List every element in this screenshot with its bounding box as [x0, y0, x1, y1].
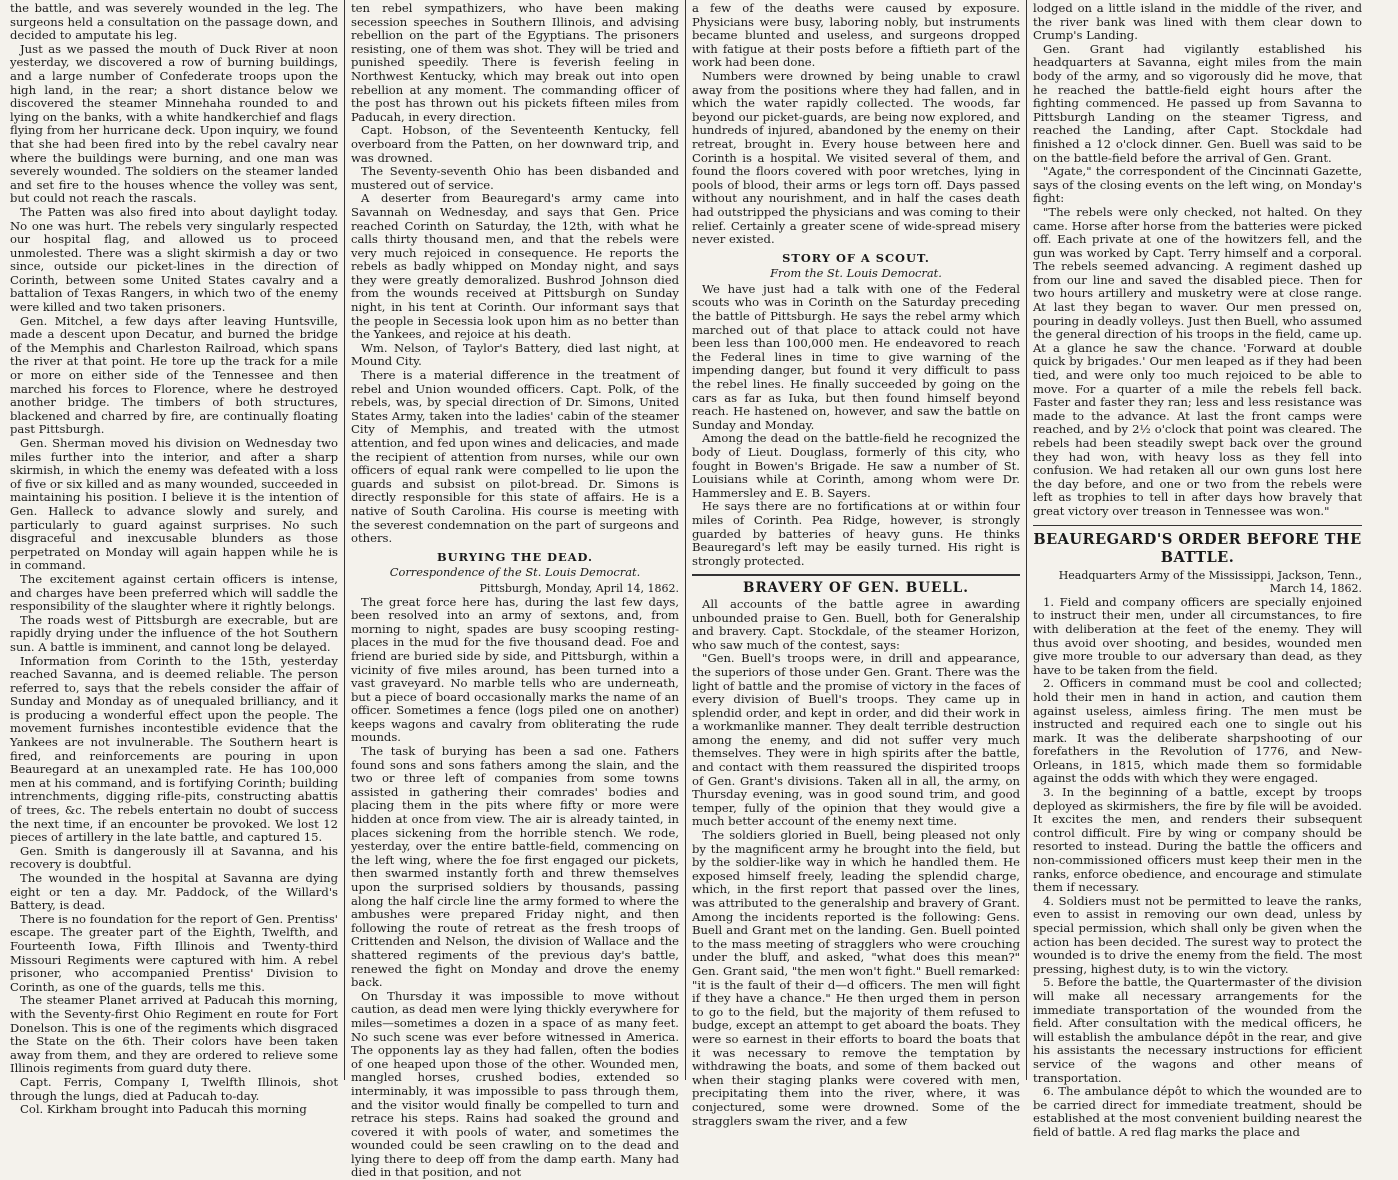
article-dateline: Pittsburgh, Monday, April 14, 1862.	[479, 581, 679, 595]
article-paragraph: Gen. Grant had vigilantly established his headquarters at Savanna, eight miles from the main body of the army, and so vigorously did he move, that he reached the battle-field eight hours after the fighting commenced. He passed up from Savanna to Pittsburgh Landing on the steamer Tigress, and reached the Landing, after Capt. Stockdale had finished a 12 o'clock dinner. Gen. Buell was said to be on the battle-field before the arrival of Gen. Grant.	[1033, 41, 1362, 165]
article-paragraph: "The rebels were only checked, not halted. On they came. Horse after horse from the batteries were picked off. Each private at one of the howitzers fell, and the gun was worked by Capt. Terry himself and a corporal. The rebels seemed advancing. A regiment dashed up from our line and saved the disabled piece. Then for two hours artillery and musketry were at close range. At last they began to waver. Our men pressed on, pouring in deadly volleys. Just then Buell, who assumed the general direction of his troops in the field, came up. At a glance he saw the chance. 'Forward at double quick by brigades.' Our men leaped as if they had been tied, and were only too much rejoiced to be able to move. For a quarter of a mile the rebels fell back. Faster and faster they ran; less and less resistance was made to the advance. At last the front camps were reached, and by 2½ o'clock that point was cleared. The rebels had been steadily swept back over the ground they had won, with heavy loss as they fell into confusion. We had retaken all our own guns lost here the day before, and one or two from the rebels were left as trophies to tell in after days how bravely that great victory over treason in Tennessee was won."	[1033, 204, 1362, 518]
article-paragraph: lodged on a little island in the middle of the river, and the river bank was lined with them clear down to Crump's Landing.	[1033, 1, 1362, 43]
article-byline: Correspondence of the St. Louis Democrat.	[389, 565, 641, 580]
article-paragraph: a few of the deaths were caused by exposure. Physicians were busy, laboring nobly, but instruments became blunted and useless, and surgeons dropped with fatigue at their posts before a fiftieth part of the work had been done.	[692, 1, 1020, 70]
article-paragraph: There is a material difference in the treatment of rebel and Union wounded officers. Capt. Polk, of the rebels, was, by special direction of Dr. Simons, United States Army, taken into the ladies' cabin of the steamer City of Memphis, and treated with the utmost attention, and fed upon wines and delicacies, and made the recipient of attention from nurses, while our own officers of equal rank were compelled to lie upon the guards and subsist on pilot-bread. Dr. Simons is directly responsible for this state of affairs. He is a native of South Carolina. His course is meeting with the severest condemnation on the part of surgeons and others.	[351, 368, 679, 546]
column-4	[1027, 0, 1368, 1139]
article-paragraph: Gen. Smith is dangerously ill at Savanna, and his recovery is doubtful.	[10, 843, 338, 872]
column-1	[4, 0, 345, 1117]
article-paragraph: 1. Field and company officers are specially enjoined to instruct their men, under all circumstances, to fire with deliberation at the feet of the enemy. They will thus avoid over shooting, and besides, wounded men give more trouble to our adversary than dead, as they have to be taken from the field.	[1033, 594, 1362, 677]
article-paragraph: 4. Soldiers must not be permitted to leave the ranks, even to assist in removing our own dead, unless by special permission, which shall only be given when the action has been decided. The surest way to protect the wounded is to drive the enemy from the field. The most pressing, highest duty, is to win the victory.	[1033, 893, 1362, 976]
article-headline: BURYING THE DEAD.	[437, 549, 593, 564]
headquarters-dateline: Headquarters Army of the Mississippi, Jackson, Tenn., March 14, 1862.	[1058, 568, 1362, 596]
article-paragraph: Information from Corinth to the 15th, yesterday reached Savanna, and is deemed reliable. The person referred to, says that the rebels consider the affair of Sunday and Monday as of unequaled brilliancy, and it is producing a wonderful effect upon the people. The movement furnishes incontestible evidence that the Yankees are not invulnerable. The Southern heart is fired, and reinforcements are pouring in upon Beauregard at an unexampled rate. He has 100,000 men at his command, and is fortifying Corinth; building intrenchments, digging rifle-pits, constructing abattis of trees, &c. The rebels entertain no doubt of success the next time, if an encounter be provoked. We lost 12 pieces of artillery in the late battle, and captured 15.	[10, 653, 338, 845]
column-2	[345, 0, 686, 1180]
article-paragraph: On Thursday it was impossible to move without caution, as dead men were lying thickly everywhere for miles—sometimes a dozen in a space of as many feet. No such scene was ever before witnessed in America. The opponents lay as they had fallen, often the bodies of one heaped upon those of the other. Wounded men, mangled horses, crushed bodies, extended so interminably, it was impossible to pass through them, and the visitor would finally be compelled to turn and retrace his steps. Rains had soaked the ground and covered it with pools of water, and sometimes the wounded could be seen crawling on to the dead and lying there to deep off from the damp earth. Many had died in that position, and not	[351, 988, 679, 1180]
article-headline: STORY OF A SCOUT.	[782, 250, 930, 265]
article-paragraph: "Gen. Buell's troops were, in drill and appearance, the superiors of those under Gen. Grant. There was the light of battle and the promise of victory in the faces of every division of Buell's troops. They came up in splendid order, and kept in order, and did their work in a workmanlike manner. They dealt terrible destruction among the enemy, and did not suffer very much themselves. They were in high spirits after the battle, and contact with them reassured the dispirited troops of Gen. Grant's divisions. Taken all in all, the army, on Thursday evening, was in good sound trim, and good temper, fully of the opinion that they would give a much better account of the enemy next time.	[692, 651, 1020, 829]
article-paragraph: The wounded in the hospital at Savanna are dying eight or ten a day. Mr. Paddock, of the Willard's Battery, is dead.	[10, 871, 338, 913]
article-paragraph: Among the dead on the battle-field he recognized the body of Lieut. Douglass, formerly of this city, who fought in Bowen's Brigade. He saw a number of St. Louisians while at Corinth, among whom were Dr. Hammersley and E. B. Sayers.	[692, 431, 1020, 500]
article-paragraph: There is no foundation for the report of Gen. Prentiss' escape. The greater part of the Eighth, Twelfth, and Fourteenth Iowa, Fifth Illinois and Twenty-third Missouri Regiments were captured with him. A rebel prisoner, who accompanied Prentiss' Division to Corinth, as one of the guards, tells me this.	[10, 911, 338, 994]
article-headline: BRAVERY OF GEN. BUELL.	[692, 574, 1020, 596]
article-paragraph: Numbers were drowned by being unable to crawl away from the positions where they had fallen, and in which the water rapidly collected. The woods, far beyond our picket-guards, are being now explored, and hundreds of injured, abandoned by the enemy on their retreat, brought in. Every house between here and Corinth is a hospital. We visited several of them, and found the floors covered with poor wretches, lying in pools of blood, their arms or legs torn off. Days passed without any nourishment, and in half the cases death had outstripped the physicians and was coming to their relief. Certainly a greater scene of wide-spread misery never existed.	[692, 68, 1020, 247]
article-paragraph: The roads west of Pittsburgh are execrable, but are rapidly drying under the influence of the hot Southern sun. A battle is imminent, and cannot long be delayed.	[10, 612, 338, 654]
article-paragraph: the battle, and was severely wounded in the leg. The surgeons held a consultation on the passage down, and decided to amputate his leg.	[10, 1, 338, 43]
article-paragraph: "Agate," the correspondent of the Cincinnati Gazette, says of the closing events on the left wing, on Monday's fight:	[1033, 164, 1362, 206]
article-paragraph: All accounts of the battle agree in awarding unbounded praise to Gen. Buell, both for Generalship and bravery. Capt. Stockdale, of the steamer Horizon, who saw much of the contest, says:	[692, 596, 1020, 652]
column-3	[686, 0, 1027, 1128]
article-paragraph: The task of burying has been a sad one. Fathers found sons and sons fathers among the slain, and the two or three left of companies from some towns assisted in gathering their comrades' bodies and placing them in the pits where fifty or more were hidden at once from view. The air is already tainted, in places sickening from the horrible stench. We rode, yesterday, over the entire battle-field, commencing on the left wing, where the foe first engaged our pickets, then swarmed instantly forth and threw themselves upon the surprised soldiers by thousands, passing along the half circle line the army formed to where the ambushes were prepared Friday night, and then following the route of retreat as the fresh troops of Crittenden and Nelson, the division of Wallace and the shattered regiments of the previous day's battle, renewed the fight on Monday and drove the enemy back.	[351, 744, 679, 990]
article-paragraph: 6. The ambulance dépôt to which the wounded are to be carried direct for immediate treatment, should be established at the most convenient building nearest the field of battle. A red flag marks the place and	[1033, 1084, 1362, 1139]
article-paragraph: Col. Kirkham brought into Paducah this morning	[20, 1102, 307, 1117]
article-paragraph: Gen. Sherman moved his division on Wednesday two miles further into the interior, and after a sharp skirmish, in which the enemy was defeated with a loss of five or six killed and as many wounded, succeeded in maintaining his position. I believe it is the intention of Gen. Halleck to advance slowly and surely, and particularly to guard against surprises. No such disgraceful and inexcusable blunders as those perpetrated on Monday will again happen while he is in command.	[10, 436, 338, 573]
article-paragraph: 2. Officers in command must be cool and collected; hold their men in hand in action, and caution them against useless, aimless firing. The men must be instructed and required each one to single out his mark. It was the deliberate sharpshooting of our forefathers in the Revolution of 1776, and New-Orleans, in 1815, which made them so formidable against the odds with which they were engaged.	[1033, 676, 1362, 786]
article-paragraph: The soldiers gloried in Buell, being pleased not only by the magnificent army he brought into the field, but by the soldier-like way in which he handled them. He exposed himself freely, leading the splendid charge, which, in the first report that passed over the lines, was attributed to the generalship and bravery of Grant. Among the incidents reported is the following: Gens. Buell and Grant met on the landing. Gen. Buell pointed to the mass meeting of stragglers who were crouching under the bluff, and asked, "what does this mean?" Gen. Grant said, "the men won't fight." Buell remarked: "it is the fault of their d—d officers. The men will fight if they have a chance." He then urged them in person to go to the field, but the majority of them refused to budge, except an attempt to get aboard the boats. They were so earnest in their efforts to board the boats that it was necessary to remove the temptation by withdrawing the boats, and some of them backed out when their staging planks were covered with men, precipitating them into the river, where, it was conjectured, some were drowned. Some of the stragglers swam the river, and a few	[692, 828, 1020, 1128]
article-paragraph: Just as we passed the mouth of Duck River at noon yesterday, we discovered a row of burning buildings, and a large number of Confederate troops upon the high land, in the rear; a short distance below we discovered the steamer Minnehaha rounded to and lying on the banks, with a white handkerchief and flags flying from her hurricane deck. Upon inquiry, we found that she had been fired into by the rebel cavalry near where the buildings were burning, and one man was severely wounded. The soldiers on the steamer landed and set fire to the houses whence the volley was sent, but could not reach the rascals.	[10, 41, 338, 206]
article-paragraph: 5. Before the battle, the Quartermaster of the division will make all necessary arrangements for the immediate transportation of the wounded from the field. After consultation with the medical officers, he will establish the ambulance dépôt in the rear, and give his assistants the necessary instructions for efficient service of the wagons and other means of transportation.	[1033, 975, 1362, 1085]
article-paragraph: Capt. Hobson, of the Seventeenth Kentucky, fell overboard from the Patten, on her downward trip, and was drowned.	[351, 123, 679, 165]
article-paragraph: The Patten was also fired into about daylight today. No one was hurt. The rebels very singularly respected our hospital flag, and allowed us to proceed unmolested. There was a slight skirmish a day or two since, outside our picket-lines in the direction of Corinth, between some United States cavalry and a battalion of Texas Rangers, in which two of the enemy were killed and two taken prisoners.	[10, 204, 338, 315]
article-paragraph: ten rebel sympathizers, who have been making secession speeches in Southern Illinois, and advising rebellion on the part of the Egyptians. The prisoners resisting, one of them was shot. They will be tried and punished speedily. There is feverish feeling in Northwest Kentucky, which may break out into open rebellion at any moment. The commanding officer of the post has thrown out his pickets fifteen miles from Paducah, in every direction.	[351, 1, 679, 124]
article-paragraph: Capt. Ferris, Company I, Twelfth Illinois, shot through the lungs, died at Paducah to-day.	[10, 1074, 338, 1103]
article-paragraph: 3. In the beginning of a battle, except by troops deployed as skirmishers, the fire by file will be avoided. It excites the men, and renders their subsequent control difficult. Fire by wing or company should be resorted to instead. During the battle the officers and non-commissioned officers must keep their men in the ranks, enforce obedience, and encourage and stimulate them if necessary.	[1033, 785, 1362, 895]
article-paragraph: He says there are no fortifications at or within four miles of Corinth. Pea Ridge, however, is strongly guarded by batteries of heavy guns. He thinks Beauregard's left may be easily turned. His right is strongly protected.	[692, 499, 1020, 568]
article-byline: From the St. Louis Democrat.	[770, 266, 942, 281]
article-paragraph: The excitement against certain officers is intense, and charges have been preferred which will saddle the responsibility of the slaughter where it rightly belongs.	[10, 571, 338, 614]
article-paragraph: The Seventy-seventh Ohio has been disbanded and mustered out of service.	[351, 164, 679, 192]
article-paragraph: The steamer Planet arrived at Paducah this morning, with the Seventy-first Ohio Regiment en route for Fort Donelson. This is one of the regiments which disgraced the State on the 6th. Their colors have been taken away from them, and they are ordered to relieve some Illinois regiments from guard duty there.	[10, 993, 338, 1076]
article-paragraph: A deserter from Beauregard's army came into Savannah on Wednesday, and says that Gen. Price reached Corinth on Saturday, the 12th, with what he calls thirty thousand men, and that the rebels were very much rejoiced in consequence. He reports the rebels as badly whipped on Monday night, and says they were greatly demoralized. Bushrod Johnson died from the wounds received at Pittsburgh on Sunday night, in his tent at Corinth. Our informant says that the people in Secessia look upon him as no better than the Yankees, and rejoice at his death.	[351, 191, 679, 342]
article-paragraph: Wm. Nelson, of Taylor's Battery, died last night, at Mound City.	[351, 340, 679, 369]
article-paragraph: We have just had a talk with one of the Federal scouts who was in Corinth on the Saturday preceding the battle of Pittsburgh. He says the rebel army which marched out of that place to attack could not have been less than 100,000 men. He endeavored to reach the Federal lines in time to give warning of the impending danger, but found it very difficult to pass the rebel lines. He finally succeeded by going on the cars as far as Iuka, but then found himself beyond reach. He hastened on, however, and saw the battle on Sunday and Monday.	[692, 281, 1020, 432]
article-paragraph: The great force here has, during the last few days, been resolved into an army of sextons, and, from morning to night, spades are busy scooping resting-places in the mud for the five thousand dead. Foe and friend are buried side by side, and Pittsburgh, within a vicinity of five miles around, has been turned into a vast graveyard. No marble tells who are underneath, but a piece of board occasionally marks the name of an officer. Sometimes a fence (logs piled one on another) keeps wagons and cavalry from obliterating the rude mounds.	[351, 594, 679, 745]
article-paragraph: Gen. Mitchel, a few days after leaving Huntsville, made a descent upon Decatur, and burned the bridge of the Memphis and Charleston Railroad, which spans the river at that point. He tore up the track for a mile or more on either side of the Tennessee and then marched his forces to Florence, where he destroyed another bridge. The timbers of both structures, blackened and charred by fire, are continually floating past Pittsburgh.	[10, 313, 338, 437]
article-headline: BEAUREGARD'S ORDER BEFORE THE BATTLE.	[1033, 525, 1362, 567]
